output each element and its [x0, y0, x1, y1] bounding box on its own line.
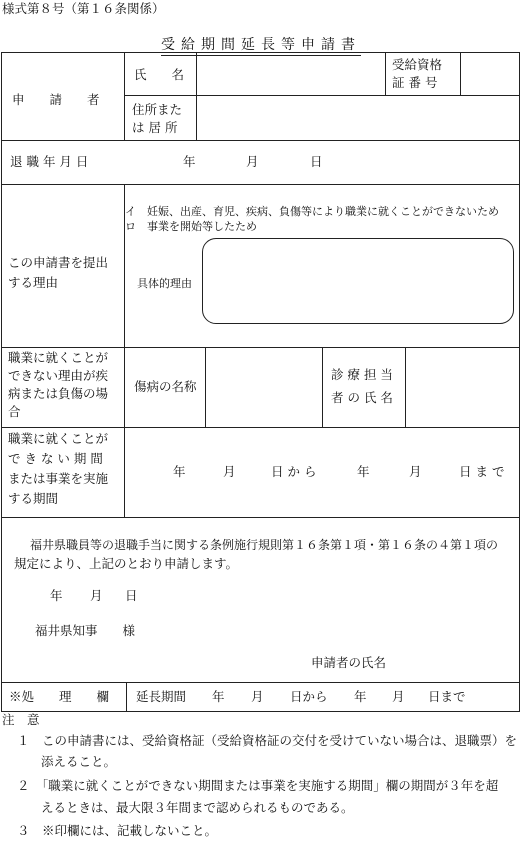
declaration-line2: 規定により、上記のとおり申請します。 [14, 556, 239, 571]
col-divider-applicant [124, 52, 125, 140]
license-label-line1: 受給資格 [392, 57, 443, 72]
address-label-line1: 住所また [132, 102, 183, 117]
form-number: 様式第８号（第１６条関係） [2, 1, 165, 16]
application-day-unit: 日 [125, 588, 138, 603]
extension-month-unit-2: 月 [392, 689, 405, 704]
note-1-line1: １ この申請書には、受給資格証（受給資格証の交付を受けていない場合は、退職票）を [17, 733, 518, 748]
col-divider-doctor-left [322, 347, 323, 427]
applicant-signature-field[interactable] [395, 650, 515, 674]
extension-from-unit: 日から [290, 689, 328, 704]
disease-name-field[interactable] [206, 348, 321, 426]
extension-year-unit-2: 年 [354, 689, 367, 704]
row-divider-applicant [1, 140, 520, 141]
period-label-line4: する期間 [8, 491, 59, 506]
processing-label: ※処 理 欄 [9, 689, 110, 704]
col-divider-label [124, 184, 125, 517]
note-1-line2: 添えること。 [41, 754, 117, 769]
address-field[interactable] [197, 96, 519, 139]
period-label-line2: で き な い 期 間 [8, 451, 103, 466]
reason-label-line1: この申請書を提出 [8, 255, 109, 270]
retirement-year-unit: 年 [183, 154, 196, 169]
period-to-unit: 日 ま で [459, 464, 505, 479]
row-divider-declaration [1, 682, 520, 683]
period-label-line1: 職業に就くことが [8, 431, 109, 446]
note-2-line1: ２ 「職業に就くことができない期間または事業を実施する期間」欄の期間が３年を超 [17, 778, 499, 793]
extension-to-unit: 日まで [428, 689, 466, 704]
reason-option-ro[interactable]: ロ 事業を開始等したため [125, 220, 257, 233]
application-year-unit: 年 [50, 588, 63, 603]
illness-label-line2: できない理由が疾 [8, 368, 109, 383]
name-field[interactable] [197, 53, 384, 94]
governor-addressee: 福井県知事 様 [35, 623, 136, 638]
doctor-label-line1: 診 療 担 当 [331, 367, 393, 382]
doctor-name-field[interactable] [406, 348, 519, 426]
row-divider-period [1, 517, 520, 518]
period-label-line3: または事業を実施 [8, 471, 109, 486]
form-title-text: 受給期間延長等申請書 [161, 37, 361, 56]
illness-label-line1: 職業に就くことが [8, 350, 109, 365]
specific-reason-field[interactable] [202, 238, 514, 324]
retirement-month-unit: 月 [246, 154, 259, 169]
license-number-field[interactable] [461, 53, 519, 94]
col-divider-processing [126, 682, 127, 712]
illness-label-line3: 病または負傷の場 [8, 386, 109, 401]
note-2-line2: えるときは、最大限３年間まで認められるものである。 [41, 800, 354, 815]
reason-label-line2: する理由 [8, 275, 59, 290]
row-divider-illness [1, 427, 520, 428]
declaration-line1: 福井県職員等の退職手当に関する条例施行規則第１６条第１項・第１６条の４第１項の [30, 538, 499, 552]
period-from-unit: 日 か ら [271, 464, 317, 479]
disease-name-label: 傷病の名称 [134, 379, 197, 394]
applicant-label: 申 請 者 [12, 92, 100, 107]
col-divider-license-left [385, 52, 386, 95]
application-month-unit: 月 [90, 588, 103, 603]
doctor-label-line2: 者 の 氏 名 [331, 390, 393, 405]
period-year-unit-1: 年 [173, 464, 186, 479]
license-label-line2: 証 番 号 [392, 75, 438, 90]
note-3: ３ ※印欄には、記載しないこと。 [17, 823, 218, 838]
name-label: 氏 名 [134, 67, 185, 82]
period-year-unit-2: 年 [357, 464, 370, 479]
notes-heading: 注 意 [2, 712, 40, 727]
retirement-date-label: 退 職 年 月 日 [10, 154, 89, 169]
address-label-line2: は 居 所 [132, 120, 178, 135]
specific-reason-label: 具体的理由 [137, 277, 192, 290]
extension-period-label: 延長期間 [136, 689, 187, 704]
reason-option-i[interactable]: イ 妊娠、出産、育児、疾病、負傷等により職業に就くことができないため [125, 205, 499, 218]
retirement-day-unit: 日 [310, 154, 323, 169]
applicant-name-label: 申請者の氏名 [311, 655, 387, 670]
illness-label-line4: 合 [8, 404, 21, 419]
form-title [0, 34, 522, 54]
period-month-unit-2: 月 [409, 464, 422, 479]
extension-year-unit-1: 年 [212, 689, 225, 704]
row-divider-retirement [1, 184, 520, 185]
extension-month-unit-1: 月 [251, 689, 264, 704]
period-month-unit-1: 月 [223, 464, 236, 479]
